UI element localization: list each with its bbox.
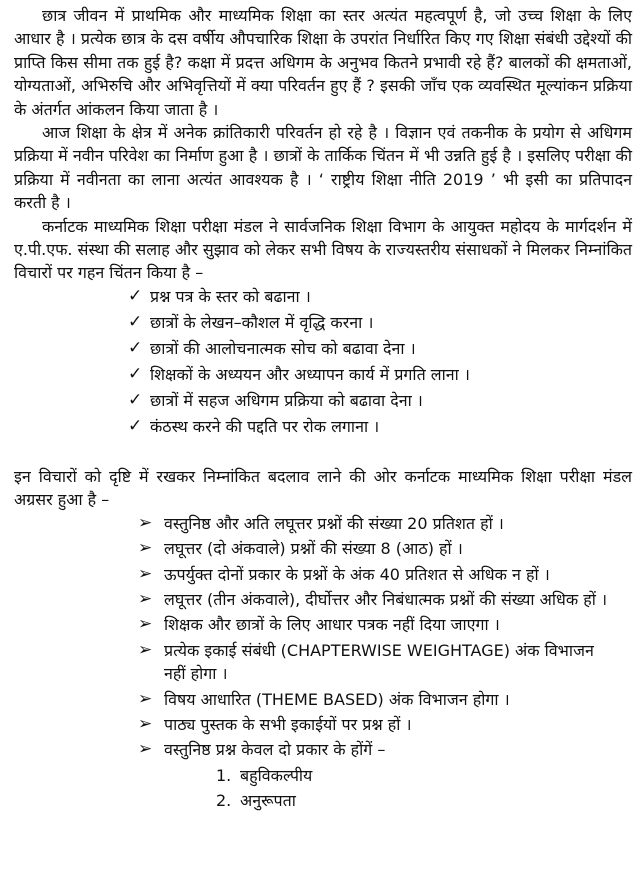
list-item-text: प्रत्येक इकाई संबंधी (CHAPTERWISE WEIGHTAGE) अंक विभाजन नहीं होगा ।	[164, 640, 594, 684]
list-item-text: छात्रों में सहज अधिगम प्रक्रिया को बढावा देना ।	[150, 390, 423, 410]
list-item	[138, 588, 612, 611]
list-item-text: वस्तुनिष्ठ और अति लघूत्तर प्रश्नों की संख्या 20 प्रतिशत हों ।	[164, 513, 504, 533]
list-item-text: बहुविकल्पीय	[240, 765, 313, 785]
paragraph-reforms: इन विचारों को दृष्टि में रखकर निम्नांकित बदलाव लाने की ओर कर्नाटक माध्यमिक शिक्षा परीक्षा मंडल अग्रसर हुआ है –	[14, 466, 632, 510]
checkmark-icon: ✓	[128, 285, 143, 306]
list-item	[216, 764, 632, 789]
checkmark-icon: ✓	[128, 389, 143, 410]
list-item-text: लघूत्तर (तीन अंकवाले), दीर्घोत्तर और निबंधात्मक प्रश्नों की संख्या अधिक हों ।	[164, 589, 608, 609]
list-number: 1.	[216, 765, 232, 785]
list-item	[138, 563, 612, 586]
arrow-bullet-icon: ➢	[138, 588, 153, 609]
list-item	[128, 337, 632, 363]
arrow-bullet-icon: ➢	[138, 563, 153, 584]
list-item-text: ऊपर्युक्त दोनों प्रकार के प्रश्नों के अंक 40 प्रतिशत से अधिक न हों ।	[164, 564, 550, 584]
list-item	[138, 713, 612, 736]
list-item-text: लघूत्तर (दो अंकवाले) प्रश्नों की संख्या 8 (आठ) हों ।	[164, 539, 463, 559]
list-item	[138, 688, 612, 711]
checkmark-icon: ✓	[128, 363, 143, 384]
arrow-bullet-icon: ➢	[138, 538, 153, 559]
list-item-text: शिक्षकों के अध्ययन और अध्यापन कार्य में प्रगति लाना ।	[150, 364, 470, 384]
list-item	[138, 613, 612, 636]
checkmark-icon: ✓	[128, 311, 143, 332]
paragraph-changes: आज शिक्षा के क्षेत्र में अनेक क्रांतिकारी परिवर्तन हो रहे है । विज्ञान एवं तकनीक के प्रयोग से अधिगम प्रक्रिया में नवीन परिवेश का निर्माण हुआ है । छात्रों के तार्किक चिंतन में भी उन्नति हुई है । इसलिए परीक्षा की प्रक्रिया में नवीनता का लाना अत्यंत आवश्यक है । ‘ राष्ट्रीय शिक्षा नीति 2019 ’ भी इसी का प्रतिपादन करती है ।	[14, 123, 632, 213]
paragraph-board: कर्नाटक माध्यमिक शिक्षा परीक्षा मंडल ने सार्वजनिक शिक्षा विभाग के आयुक्त महोदय के मार्गदर्शन में ए.पी.एफ. संस्था की सलाह और सुझाव को लेकर सभी विषय के राज्यस्तरीय संसाधकों ने मिलकर निम्नांकित विचारों पर गहन चिंतन किया है –	[14, 216, 632, 283]
list-item-text: पाठ्य पुस्तक के सभी इकाईयों पर प्रश्न हों ।	[164, 714, 412, 734]
list-item-text: अनुरूपता	[240, 790, 296, 810]
list-item	[138, 738, 612, 761]
arrow-bullet-icon: ➢	[138, 512, 153, 533]
list-item	[138, 639, 612, 686]
list-item-text: प्रश्न पत्र के स्तर को बढाना ।	[150, 286, 311, 306]
list-item	[216, 789, 632, 814]
list-number: 2.	[216, 790, 232, 810]
list-item-text: कंठस्थ करने की पद्दति पर रोक लगाना ।	[150, 416, 380, 436]
check-list	[128, 285, 632, 441]
list-item-text: छात्रों के लेखन–कौशल में वृद्धि करना ।	[150, 312, 374, 332]
arrow-bullet-icon: ➢	[138, 639, 153, 660]
list-item	[128, 389, 632, 415]
list-item-text: शिक्षक और छात्रों के लिए आधार पत्रक नहीं दिया जाएगा ।	[164, 615, 500, 635]
arrow-bullet-icon: ➢	[138, 713, 153, 734]
list-item	[138, 512, 612, 535]
paragraph-intro: छात्र जीवन में प्राथमिक और माध्यमिक शिक्षा का स्तर अत्यंत महत्वपूर्ण है, जो उच्च शिक्षा के लिए आधार है । प्रत्येक छात्र के दस वर्षीय औपचारिक शिक्षा के उपरांत निर्धारित किए गए शिक्षा संबंधी उद्देश्यों की प्राप्ति किस सीमा तक हुई है? कक्षा में प्रदत्त अधिगम के अनुभव कितने प्रभावी रहे हैं? बालकों की क्षमताओं, योग्यताओं, अभिरुचि और अभिवृत्तियों में क्या परिवर्तन हुए हैं ? इसकी जाँच एक व्यवस्थित मूल्यांकन प्रक्रिया के अंतर्गत आंकलन किया जाता है ।	[14, 6, 632, 119]
arrow-bullet-icon: ➢	[138, 739, 153, 760]
arrow-bullet-icon: ➢	[138, 614, 153, 635]
list-item	[138, 537, 612, 560]
arrow-list	[138, 512, 612, 762]
checkmark-icon: ✓	[128, 337, 143, 358]
numbered-list	[216, 764, 632, 814]
list-item-text: विषय आधारित (THEME BASED) अंक विभाजन होगा ।	[164, 689, 510, 709]
list-item	[128, 285, 632, 311]
list-item	[128, 311, 632, 337]
list-item-text: छात्रों की आलोचनात्मक सोच को बढावा देना ।	[150, 338, 416, 358]
list-item-text: वस्तुनिष्ठ प्रश्न केवल दो प्रकार के होंगें –	[164, 740, 386, 760]
arrow-bullet-icon: ➢	[138, 688, 153, 709]
list-item	[128, 363, 632, 389]
list-item	[128, 415, 632, 441]
checkmark-icon: ✓	[128, 415, 143, 436]
